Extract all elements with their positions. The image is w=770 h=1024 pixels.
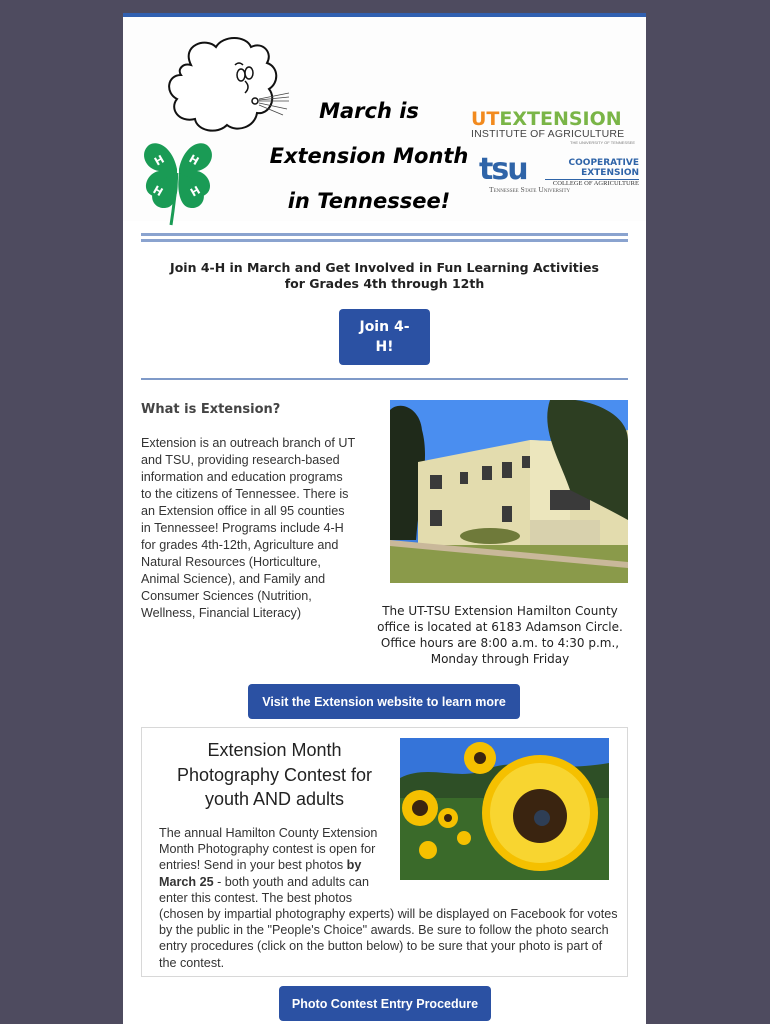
svg-text:H: H	[152, 152, 167, 169]
headline-line-1: March is	[319, 99, 419, 123]
divider-double	[141, 233, 628, 245]
svg-text:H: H	[186, 152, 202, 169]
join-4h-button[interactable]: Join 4- H!	[339, 309, 430, 365]
photo-contest-card	[141, 727, 628, 977]
photo-contest-body: The annual Hamilton County Extension Month Photography contest is open for entries! Send in your best photos by March 25 - both youth and adults can enter this contest. The best photos (chosen by impartial photography experts) will be displayed on Facebook for votes by the public in the "People's Choice" awards. Be sure to follow the photo search entry procedures (click on the button below) to be sure that your photo is part of the contest.	[159, 826, 618, 970]
what-is-extension-title: What is Extension?	[141, 402, 281, 417]
tsu-cooperative-extension-logo: tsu COOPERATIVE EXTENSION COLLEGE OF AGRICULTURE Tennessee State University	[479, 152, 639, 194]
extension-office-photo	[390, 400, 628, 583]
photo-contest-title: Extension Month Photography Contest for youth AND adults	[176, 740, 373, 809]
join-4h-heading: Join 4-H in March and Get Involved in Fun Learning Activities for Grades 4th through 12th	[170, 260, 599, 291]
svg-text:H: H	[150, 183, 166, 200]
visit-extension-website-button[interactable]: Visit the Extension website to learn more	[248, 684, 520, 719]
photo-contest-entry-button[interactable]: Photo Contest Entry Procedure	[279, 986, 491, 1021]
svg-text:H: H	[188, 183, 203, 200]
headline-line-3: in Tennessee!	[287, 189, 451, 213]
ut-extension-logo: UTEXTENSION INSTITUTE OF AGRICULTURE THE UNIVERSITY OF TENNESSEE	[471, 108, 635, 145]
office-photo-caption: The UT-TSU Extension Hamilton County office is located at 6183 Adamson Circle. Office hours are 8:00 a.m. to 4:30 p.m., Monday through Friday	[377, 604, 623, 666]
four-h-clover-icon	[137, 129, 219, 229]
headline-line-2: Extension Month	[269, 144, 469, 168]
banner-headline	[251, 89, 487, 224]
divider	[141, 378, 628, 380]
header-banner	[123, 17, 646, 221]
email-container	[123, 13, 646, 1024]
what-is-extension-body: Extension is an outreach branch of UT and TSU, providing research-based information and education programs to the citizens of Tennessee. There is an Extension office in all 95 counties in Tennessee! Programs include 4-H for grades 4th-12th, Agriculture and Natural Resources (Horticulture, Animal Science), and Family and Consumer Sciences (Nutrition, Wellness, Financial Literacy)	[141, 436, 355, 620]
